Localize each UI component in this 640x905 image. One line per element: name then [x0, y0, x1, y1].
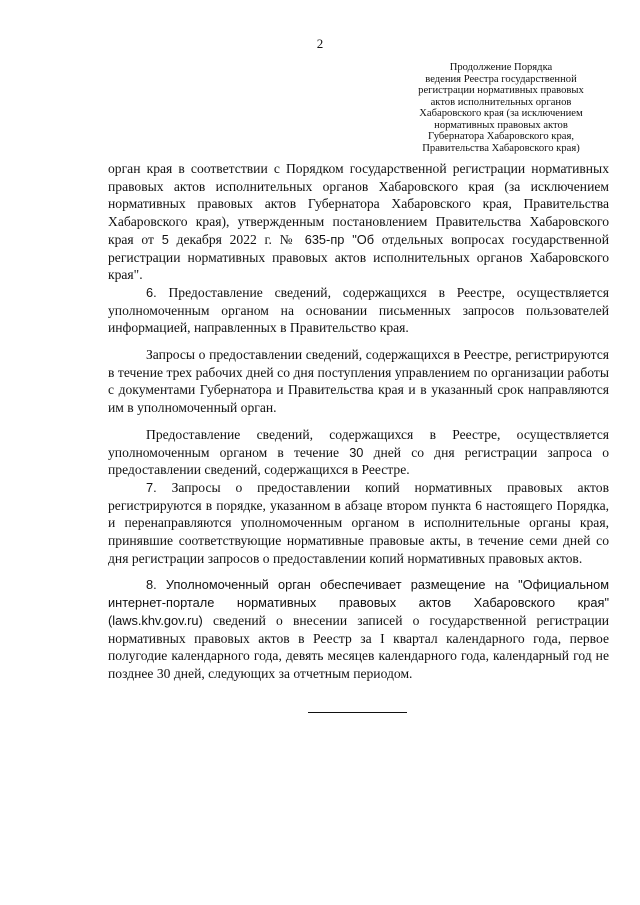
days-number: 30	[349, 444, 364, 460]
year-number: 2022	[229, 231, 257, 247]
portal-reference: "Официальном интернет-портале нормативных правовых актов Хабаровского края" (laws.khv.gov.ru)	[108, 577, 609, 628]
header-note-line: регистрации нормативных правовых	[418, 85, 584, 96]
end-of-document-rule	[308, 712, 407, 713]
item-number: 7.	[146, 479, 157, 495]
header-note-line: Губернатора Хабаровского края,	[428, 131, 574, 142]
header-note-line: нормативных правовых актов	[434, 119, 568, 131]
text-run: Предоставление сведений, содержащихся в Реестре, осуществляется уполномоченным органом в течение	[108, 426, 609, 460]
text-run: г. №	[256, 231, 305, 247]
paragraph-item-8	[108, 576, 609, 682]
text-run: сведений о внесении записей о государственной регистрации нормативных правовых актов в Реестр за I квартал календарного года, первое полугодие календарного года, девять месяцев календарного года, календарный год не позднее 30 дней, следующих за отчетным периодом.	[108, 612, 609, 681]
text-run: Запросы о предоставлении сведений, содержащихся в Реестре, регистрируются в течение трех рабочих дней со дня поступления управлением по организации работы с документами Губернатора и Правительства края и в указанный срок направляются им в уполномоченный орган.	[108, 347, 609, 416]
date-number: 5	[161, 231, 169, 247]
text-run: Уполномоченный орган обеспечивает размещение на	[156, 577, 519, 593]
header-note-line: ведения Реестра государственной	[425, 73, 577, 85]
header-note-line: актов исполнительных органов	[430, 96, 572, 108]
document-header-note	[392, 62, 610, 154]
decree-number: 635-пр "Об	[304, 231, 375, 247]
header-note-line: Правительства Хабаровского края)	[422, 142, 580, 154]
text-run: отдельных вопросах государственной регистрации нормативных правовых актов исполнительных органов Хабаровского края".	[108, 231, 609, 283]
document-body	[108, 160, 609, 683]
paragraph-provision-term	[108, 426, 609, 479]
paragraph-item-6	[108, 284, 609, 337]
text-run: орган края в соответствии с Порядком государственной регистрации нормативных правовых актов исполнительных органов Хабаровского края (за исключением нормативных правовых актов Губернатора Хабаровского края, Правительства Хабаровского края), утвержденным постановлением Правительства Хабаровского края от	[108, 161, 609, 247]
page-number: 2	[316, 36, 324, 51]
header-note-line: Продолжение Порядка	[449, 62, 553, 73]
text-run: дней со дня регистрации запроса о предоставлении сведений, содержащихся в Реестре.	[108, 444, 609, 478]
text-run: Предоставление сведений, содержащихся в Реестре, осуществляется уполномоченным органом на основании письменных запросов пользователей информацией, направленных в Правительство края.	[108, 284, 609, 336]
text-run: Запросы о предоставлении копий нормативных правовых актов регистрируются в порядке, указанном в абзаце втором пункта 6 настоящего Порядка, и перенаправляются уполномоченным органом в исполнительные органы края, принявшие соответствующие нормативные правовые акты, в течение семи дней со дня регистрации запросов о предоставлении копий нормативных правовых актов.	[108, 479, 609, 566]
header-note-line: Хабаровского края (за исключением	[419, 108, 583, 119]
item-number: 8.	[146, 577, 157, 593]
item-number: 6.	[146, 284, 157, 300]
text-run: декабря	[168, 231, 230, 247]
paragraph-requests-registration	[108, 346, 609, 417]
paragraph-continuation	[108, 160, 609, 284]
paragraph-item-7	[108, 479, 609, 568]
